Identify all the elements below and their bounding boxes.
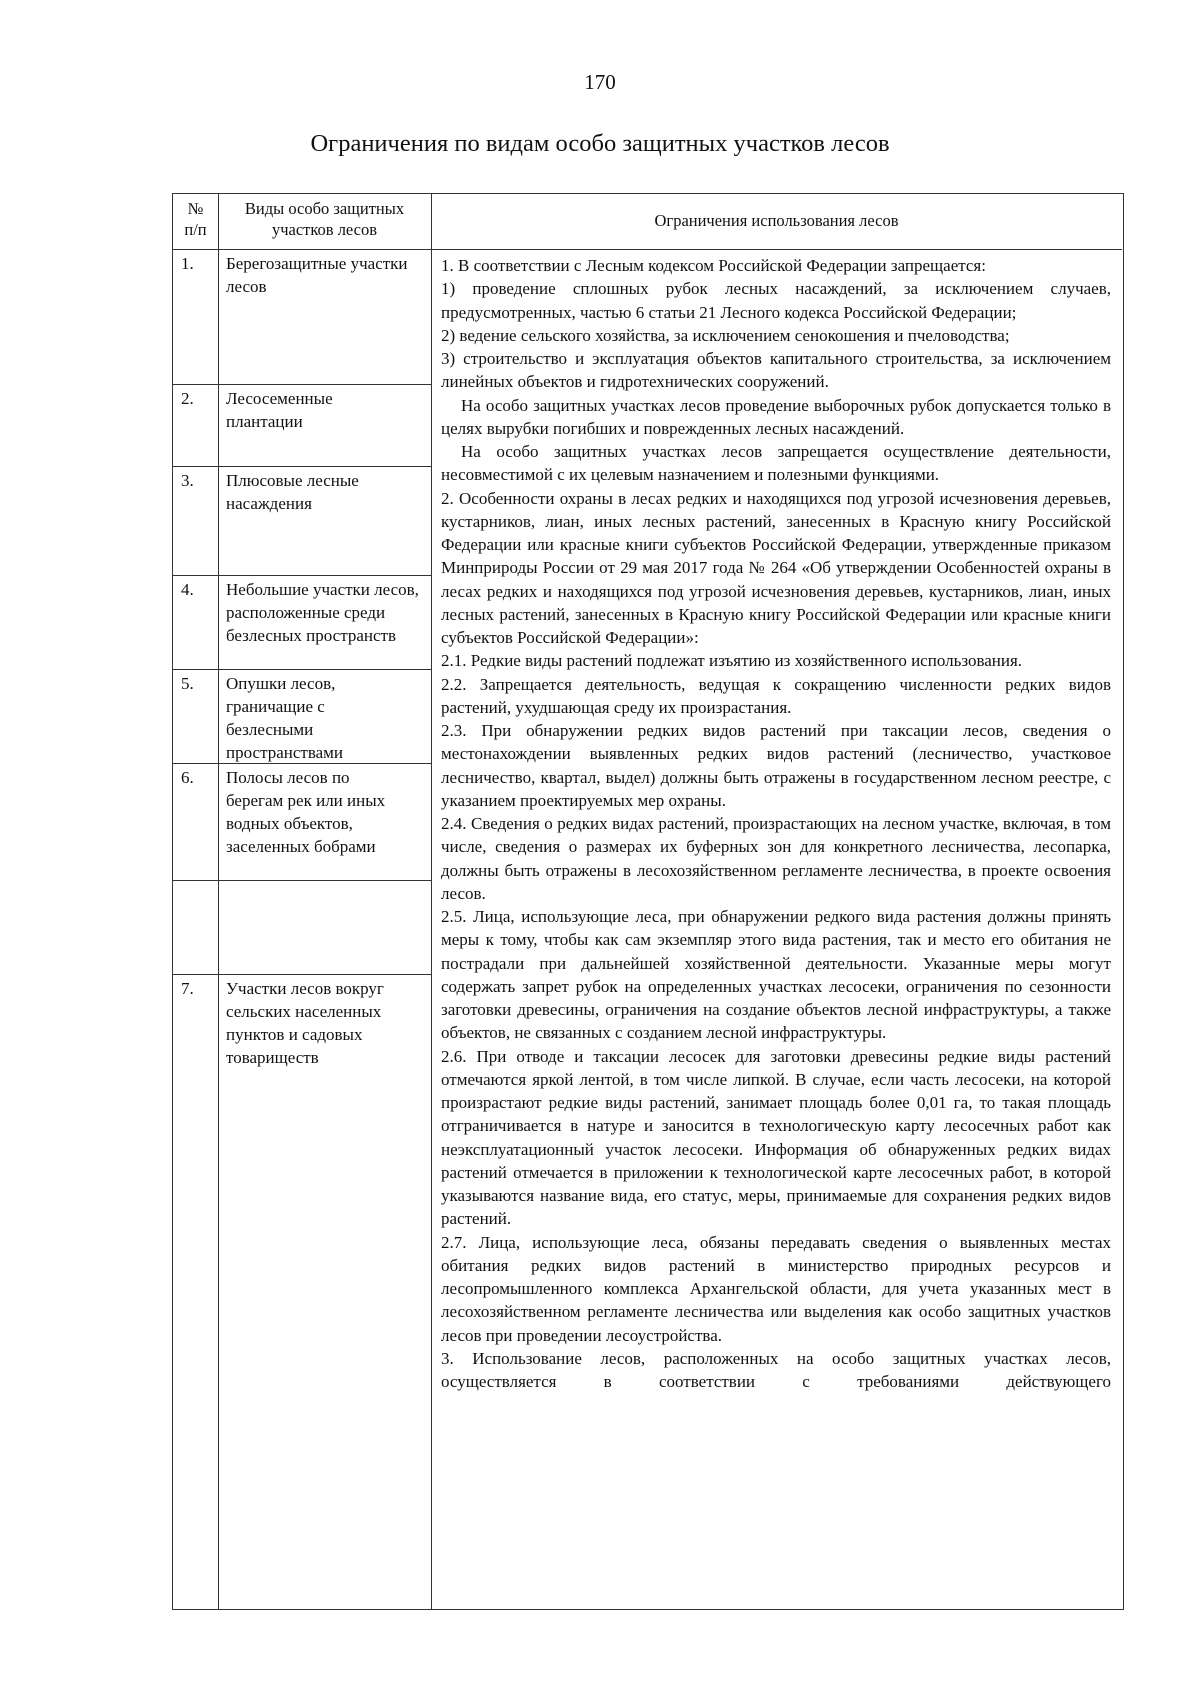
restriction-paragraph: 1. В соответствии с Лесным кодексом Российской Федерации запрещается: (441, 256, 986, 275)
restriction-paragraph: 2.3. При обнаружении редких видов растений при таксации лесов, сведения о местонахождении выявленных редких видов растений (лесничество, участковое лесничество, квартал, выдел) должны быть отражены в государственном лесном реестре, с указанием проектируемых мер охраны. (441, 721, 1111, 810)
row-divider (173, 974, 431, 975)
restriction-paragraph: 2.4. Сведения о редких видах растений, произрастающих на лесном участке, включая, в том числе, сведения о размерах их буферных зон для конкретного лесничества, лесопарка, должны быть отражены в лесохозяйственном регламенте лесничества, в проекте освоения лесов. (441, 814, 1111, 903)
header-kind-line: Виды особо защитных (244, 199, 405, 218)
row-kind: Берегозащитные участки лесов (226, 254, 408, 296)
row-kind: Полосы лесов по берегам рек или иных водных объектов, заселенных бобрами (226, 768, 386, 856)
restriction-paragraph: На особо защитных участках лесов запрещается осуществление деятельности, несовместимой с их целевым назначением и полезными функциями. (441, 442, 1111, 485)
header-divider (173, 249, 1122, 250)
row-divider (173, 880, 431, 881)
restriction-paragraph: 2.1. Редкие виды растений подлежат изъятию из хозяйственного использования. (441, 651, 1023, 671)
header-kind-line: участков лесов (271, 220, 378, 239)
row-divider (173, 384, 431, 385)
restriction-paragraph: 2) ведение сельского хозяйства, за исключением сенокошения и пчеловодства; (441, 325, 1010, 345)
row-kind: Плюсовые лесные насаждения (226, 471, 359, 513)
row-kind: Участки лесов вокруг сельских населенных пунктов и садовых товариществ (226, 979, 384, 1067)
restriction-paragraph: 2.7. Лица, использующие леса, обязаны передавать сведения о выявленных местах обитания редких видов растений в министерство природных ресурсов и лесопромышленного комплекса Архангельской области, для учета указанных мест в лесохозяйственном регламенте лесничества или выделения как особо защитных участков лесов при проведении лесоустройства. (441, 1232, 1111, 1345)
restrictions-table (172, 193, 1124, 1610)
column-divider (218, 194, 219, 1609)
row-kind: Небольшие участки лесов, расположенные среди безлесных пространств (226, 580, 419, 645)
row-number: 3. (181, 471, 194, 490)
row-kind: Лесосеменные плантации (226, 389, 333, 431)
restriction-paragraph: 2.5. Лица, использующие леса, при обнаружении редкого вида растения должны принять меры к тому, чтобы как сам экземпляр этого вида растения, так и место его обитания не пострадали при дальнейшей хозяйственной деятельности. Указанные меры могут содержать запрет рубок на определенных участках лесосеки, ограничения по сезонности заготовки древесины, ограничения на создание объектов лесной инфраструктуры, а также объектов, не связанных с созданием лесной инфраструктуры. (441, 907, 1111, 1043)
restriction-paragraph: На особо защитных участках лесов проведение выборочных рубок допускается только в целях вырубки погибших и поврежденных лесных насаждений. (441, 395, 1111, 438)
page-number: 170 (584, 70, 616, 94)
column-divider (431, 194, 432, 1609)
header-number-line: п/п (184, 220, 207, 239)
restriction-paragraph: 1) проведение сплошных рубок лесных насаждений, за исключением случаев, предусмотренных, частью 6 статьи 21 Лесного кодекса Российской Федерации; (441, 279, 1111, 322)
header-restriction: Ограничения использования лесов (654, 211, 899, 230)
header-number (173, 198, 218, 240)
row-number: 5. (181, 674, 194, 693)
row-number: 1. (181, 254, 194, 273)
row-divider (173, 669, 431, 670)
restriction-paragraph: 2. Особенности охраны в лесах редких и находящихся под угрозой исчезновения деревьев, кустарников, лиан, иных лесных растений, занесенных в Красную книгу Российской Федерации или красные книги субъектов Российской Федерации, утвержденные приказом Минприроды России от 29 мая 2017 года № 264 «Об утверждении Особенностей охраны в лесах редких и находящихся под угрозой исчезновения деревьев, кустарников, лиан, иных лесных растений, занесенных в Красную книгу Российской Федерации или красные книги субъектов Российской Федерации»: (441, 488, 1111, 647)
restriction-paragraph: 3) строительство и эксплуатация объектов капитального строительства, за исключением линейных объектов и гидротехнических сооружений. (441, 349, 1111, 392)
row-divider (173, 466, 431, 467)
row-number: 6. (181, 768, 194, 787)
row-number: 2. (181, 389, 194, 408)
restriction-paragraph: 2.2. Запрещается деятельность, ведущая к сокращению численности редких видов растений, ухудшающая среду их произрастания. (441, 674, 1111, 717)
restriction-paragraph: 2.6. При отводе и таксации лесосек для заготовки древесины редкие виды растений отмечаются яркой лентой, в том числе липкой. В случае, если часть лесосеки, на которой произрастают редкие виды растений, занимает площадь более 0,01 га, то такая площадь отграничивается в натуре и заносится в технологическую карту лесосечных работ как неэксплуатационный участок лесосеки. Информация об обнаруженных редких видах растений отмечается в приложении к технологической карте лесосечных работ, в которой указываются название вида, его статус, меры, принимаемые для сохранения редких видов растений. (441, 1046, 1111, 1229)
page-title: Ограничения по видам особо защитных участков лесов (310, 130, 890, 157)
row-divider (173, 575, 431, 576)
header-kind (218, 198, 431, 240)
row-kind: Опушки лесов, граничащие с безлесными пространствами (226, 674, 344, 762)
restrictions-text (441, 254, 1111, 1393)
header-number-line: № (187, 199, 204, 218)
row-number: 7. (181, 979, 194, 998)
row-number: 4. (181, 580, 194, 599)
restriction-paragraph: 3. Использование лесов, расположенных на особо защитных участках лесов, осуществляется в соответствии с требованиями действующего (441, 1348, 1111, 1391)
